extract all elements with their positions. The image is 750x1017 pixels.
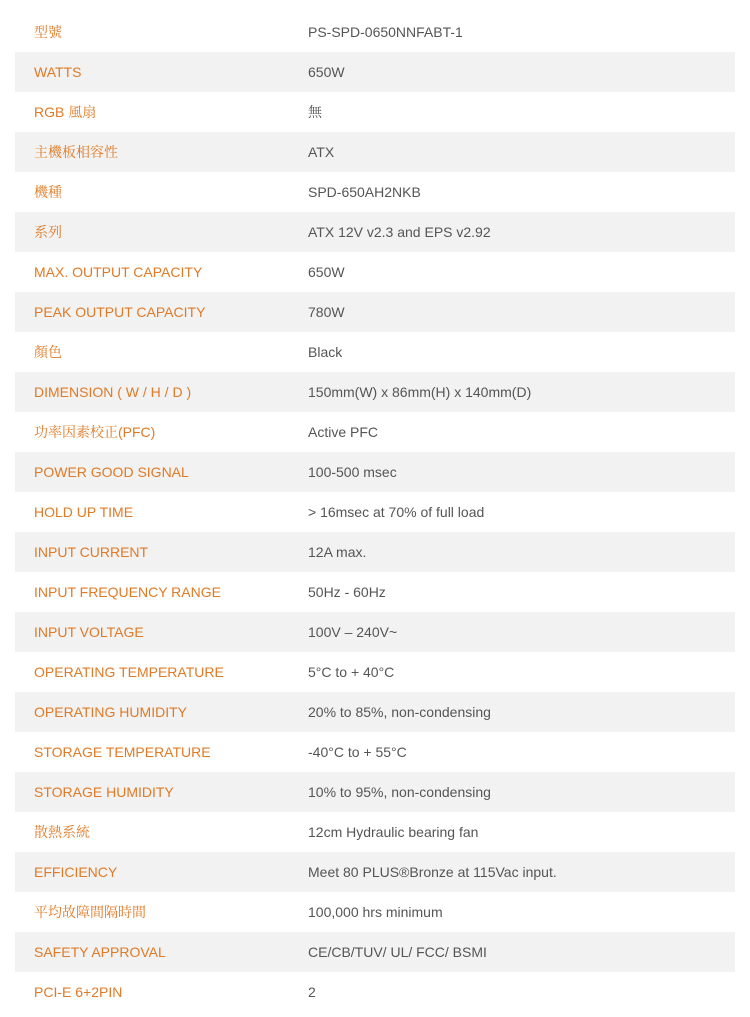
spec-row <box>15 452 735 492</box>
spec-row <box>15 212 735 252</box>
spec-value: 100-500 msec <box>308 464 397 480</box>
spec-label: 顏色 <box>34 344 62 360</box>
spec-table <box>15 12 735 1012</box>
spec-row <box>15 292 735 332</box>
spec-value: 2 <box>308 984 316 1000</box>
spec-value: 20% to 85%, non-condensing <box>308 704 491 720</box>
spec-label: WATTS <box>34 64 82 80</box>
spec-row <box>15 132 735 172</box>
spec-value: 10% to 95%, non-condensing <box>308 784 491 800</box>
spec-value: Black <box>308 344 343 360</box>
spec-row <box>15 652 735 692</box>
spec-row <box>15 412 735 452</box>
spec-label: 平均故障間隔時間 <box>34 904 146 920</box>
spec-row <box>15 92 735 132</box>
spec-row <box>15 732 735 772</box>
spec-label: STORAGE HUMIDITY <box>34 784 174 800</box>
spec-row <box>15 932 735 972</box>
spec-row <box>15 372 735 412</box>
spec-row <box>15 972 735 1012</box>
spec-value: ATX 12V v2.3 and EPS v2.92 <box>308 224 491 240</box>
spec-row <box>15 332 735 372</box>
spec-label: EFFICIENCY <box>34 864 118 880</box>
spec-value: Meet 80 PLUS®Bronze at 115Vac input. <box>308 864 557 880</box>
spec-value: CE/CB/TUV/ UL/ FCC/ BSMI <box>308 944 487 960</box>
spec-row <box>15 572 735 612</box>
spec-value: SPD-650AH2NKB <box>308 184 421 200</box>
spec-row <box>15 252 735 292</box>
spec-row <box>15 172 735 212</box>
spec-value: 150mm(W) x 86mm(H) x 140mm(D) <box>308 384 532 400</box>
spec-row <box>15 492 735 532</box>
spec-value: PS-SPD-0650NNFABT-1 <box>308 24 463 40</box>
spec-row <box>15 12 735 52</box>
spec-value: ATX <box>308 144 335 160</box>
spec-row <box>15 532 735 572</box>
spec-label: 系列 <box>34 224 62 240</box>
spec-label: PEAK OUTPUT CAPACITY <box>34 304 206 320</box>
spec-row <box>15 892 735 932</box>
spec-label: STORAGE TEMPERATURE <box>34 744 211 760</box>
spec-label: MAX. OUTPUT CAPACITY <box>34 264 203 280</box>
spec-label: PCI-E 6+2PIN <box>34 984 123 1000</box>
spec-label: DIMENSION ( W / H / D ) <box>34 384 192 400</box>
spec-value: 12A max. <box>308 544 367 560</box>
spec-value: 5°C to + 40°C <box>308 664 395 680</box>
spec-label: OPERATING TEMPERATURE <box>34 664 224 680</box>
spec-value: 100,000 hrs minimum <box>308 904 443 920</box>
spec-label: INPUT VOLTAGE <box>34 624 144 640</box>
spec-value: 12cm Hydraulic bearing fan <box>308 824 479 840</box>
spec-label: OPERATING HUMIDITY <box>34 704 187 720</box>
spec-row <box>15 612 735 652</box>
spec-label: INPUT CURRENT <box>34 544 149 560</box>
spec-value: -40°C to + 55°C <box>308 744 407 760</box>
spec-row <box>15 812 735 852</box>
spec-label: POWER GOOD SIGNAL <box>34 464 189 480</box>
spec-label: 主機板相容性 <box>34 144 118 160</box>
spec-row <box>15 52 735 92</box>
spec-row <box>15 772 735 812</box>
spec-value: 650W <box>308 264 345 280</box>
spec-label: SAFETY APPROVAL <box>34 944 166 960</box>
spec-label: 功率因素校正(PFC) <box>34 424 156 440</box>
spec-value: > 16msec at 70% of full load <box>308 504 485 520</box>
spec-label: 機種 <box>34 184 62 200</box>
spec-label: 散熱系統 <box>34 824 90 840</box>
spec-value: 650W <box>308 64 345 80</box>
spec-value: Active PFC <box>308 424 379 440</box>
spec-label: RGB 風扇 <box>34 104 97 120</box>
spec-label: INPUT FREQUENCY RANGE <box>34 584 221 600</box>
spec-label: HOLD UP TIME <box>34 504 134 520</box>
spec-row <box>15 692 735 732</box>
spec-row <box>15 852 735 892</box>
spec-label: 型號 <box>34 24 62 40</box>
spec-value: 50Hz - 60Hz <box>308 584 386 600</box>
spec-value: 100V – 240V~ <box>308 624 398 640</box>
spec-value: 無 <box>308 104 322 120</box>
spec-value: 780W <box>308 304 345 320</box>
